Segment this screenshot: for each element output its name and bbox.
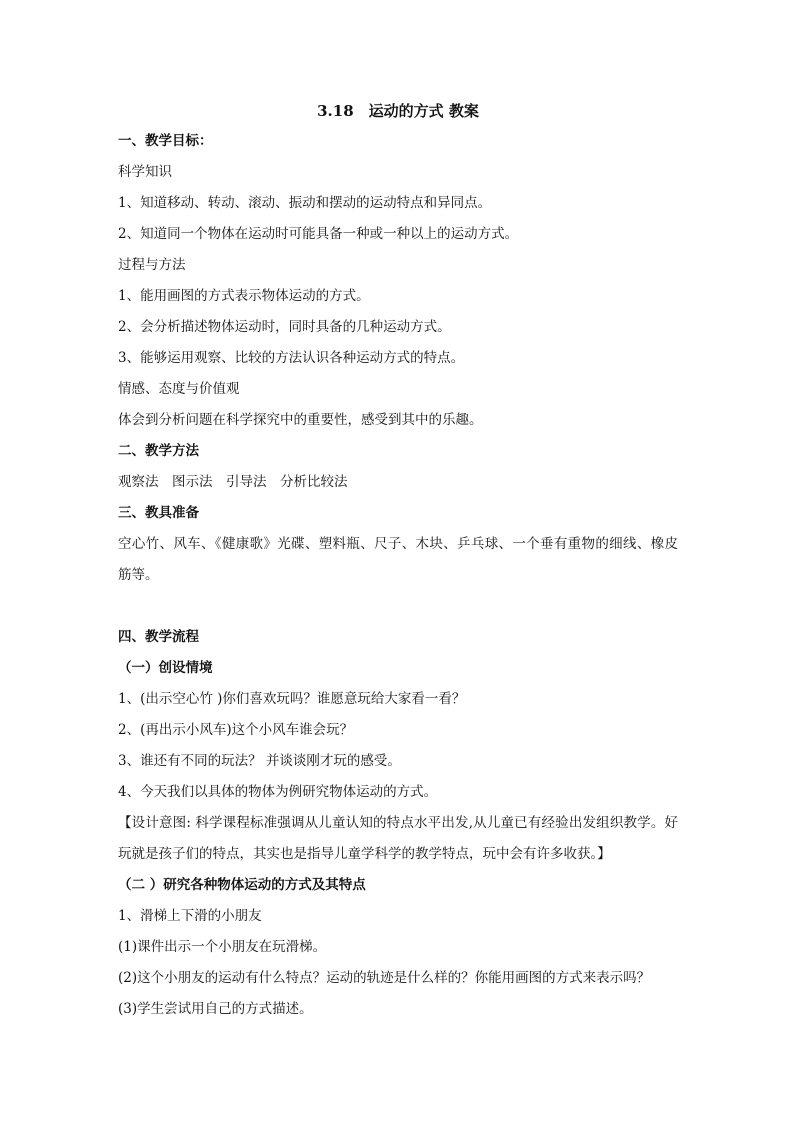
spacer	[118, 591, 678, 622]
subsection-heading-part2: （二 ）研究各种物体运动的方式及其特点	[118, 877, 366, 893]
paragraph: 3、能够运用观察、比较的方法认识各种运动方式的特点。	[118, 350, 465, 366]
subheading-emotion: 情感、态度与价值观	[118, 381, 240, 397]
paragraph: (1)课件出示一个小朋友在玩滑梯。	[118, 939, 327, 955]
paragraph: (3)学生尝试用自己的方式描述。	[118, 1001, 313, 1017]
section-heading-flow: 四、教学流程	[118, 629, 199, 645]
subheading-science-knowledge: 科学知识	[118, 164, 172, 180]
paragraph: 4、今天我们以具体的物体为例研究物体运动的方式。	[118, 784, 438, 800]
paragraph: 1、滑梯上下滑的小朋友	[118, 908, 262, 924]
paragraph: 1、(出示空心竹 )你们喜欢玩吗？谁愿意玩给大家看一看？	[118, 691, 466, 707]
document-page	[118, 96, 678, 1025]
section-heading-methods: 二、教学方法	[118, 443, 199, 459]
paragraph: 体会到分析问题在科学探究中的重要性，感受到其中的乐趣。	[118, 412, 483, 428]
paragraph: 空心竹、风车、《健康歌》光碟、塑料瓶、尺子、木块、乒乓球、一个垂有重物的细线、橡皮筋等。	[118, 536, 678, 583]
paragraph: 1、知道移动、转动、滚动、振动和摆动的运动特点和异同点。	[118, 195, 492, 211]
subsection-heading-part1: （一）创设情境	[118, 660, 213, 676]
paragraph: 2、会分析描述物体运动时，同时具备的几种运动方式。	[118, 319, 451, 335]
section-heading-goals: 一、教学目标：	[118, 133, 213, 149]
paragraph: 观察法 图示法 引导法 分析比较法	[118, 474, 348, 490]
page-title: 3.18 运动的方式 教案	[317, 102, 479, 120]
paragraph: 2、知道同一个物体在运动时可能具备一种或一种以上的运动方式。	[118, 226, 519, 242]
paragraph: 2、(再出示小风车)这个小风车谁会玩？	[118, 722, 354, 738]
paragraph: 1、能用画图的方式表示物体运动的方式。	[118, 288, 370, 304]
section-heading-tools: 三、教具准备	[118, 505, 199, 521]
subheading-process-method: 过程与方法	[118, 257, 186, 273]
paragraph: (2)这个小朋友的运动有什么特点？运动的轨迹是什么样的？你能用画图的方式来表示吗？	[118, 970, 651, 986]
paragraph: 3、谁还有不同的玩法？ 并谈谈刚才玩的感受。	[118, 753, 401, 769]
design-intent-note: 【设计意图: 科学课程标准强调从儿童认知的特点水平出发,从儿童已有经验出发组织教学。好玩就是孩子们的特点，其实也是指导儿童学科学的教学特点，玩中会有许多收获。】	[118, 815, 678, 862]
